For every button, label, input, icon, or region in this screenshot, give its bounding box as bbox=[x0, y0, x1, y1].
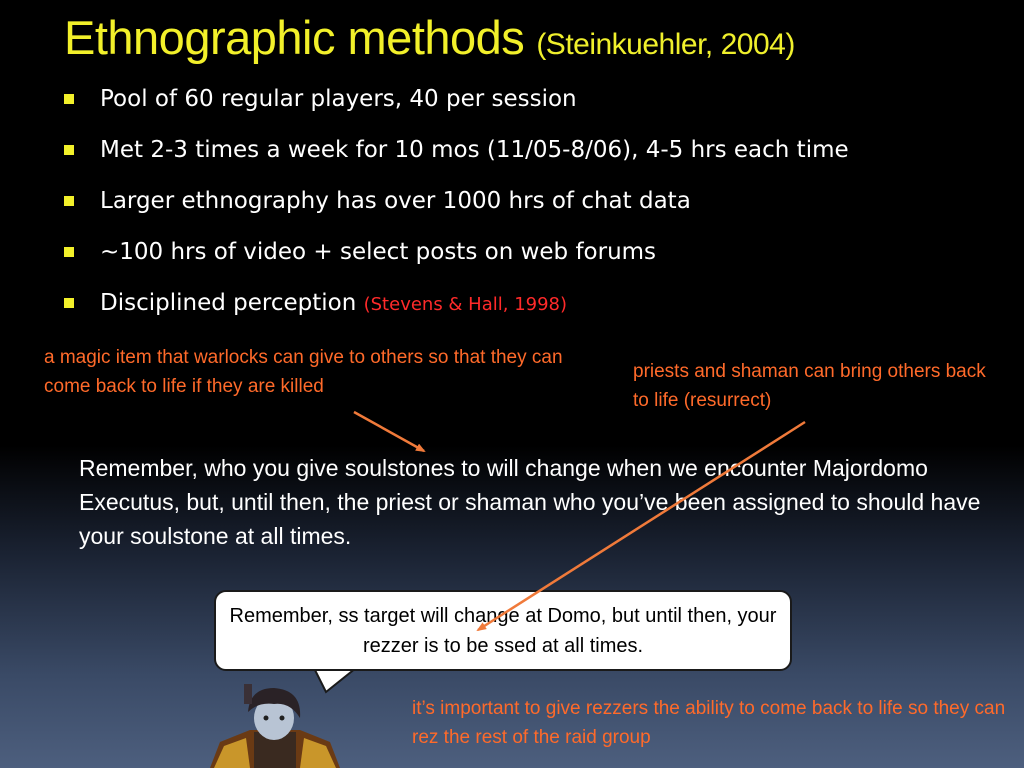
annotation-soulstone: a magic item that warlocks can give to others so that they can come back to life if they are killed bbox=[44, 347, 563, 397]
bullet-text: Larger ethnography has over 1000 hrs of chat data bbox=[100, 188, 691, 214]
arrow-to-soulstones bbox=[354, 412, 424, 451]
bullet-citation: (Stevens & Hall, 1998) bbox=[363, 294, 568, 315]
annotation-resurrect: priests and shaman can bring others back to life (resurrect) bbox=[633, 361, 986, 411]
bullet-text: Pool of 60 regular players, 40 per session bbox=[100, 86, 577, 112]
title-citation: (Steinkuehler, 2004) bbox=[536, 28, 795, 61]
speech-bubble: Remember, ss target will change at Domo, but until then, your rezzer is to be ssed at all times. bbox=[214, 590, 792, 671]
character-avatar bbox=[210, 684, 340, 768]
title-text: Ethnographic methods bbox=[64, 11, 525, 64]
bullet-text: Disciplined perception bbox=[100, 290, 364, 316]
annotation-rezzers: it’s important to give rezzers the ability to come back to life so they can rez the rest of the raid group bbox=[412, 698, 1006, 748]
guild-quote: Remember, who you give soulstones to will change when we encounter Majordomo Executus, but, until then, the priest or shaman who you’ve been assigned to should have your soulstone at all times. bbox=[79, 455, 981, 549]
bullet-text: ~100 hrs of video + select posts on web forums bbox=[100, 239, 657, 265]
bullet-text: Met 2-3 times a week for 10 mos (11/05-8/06), 4-5 hrs each time bbox=[100, 137, 849, 163]
arrow-to-rezzer bbox=[478, 422, 805, 630]
